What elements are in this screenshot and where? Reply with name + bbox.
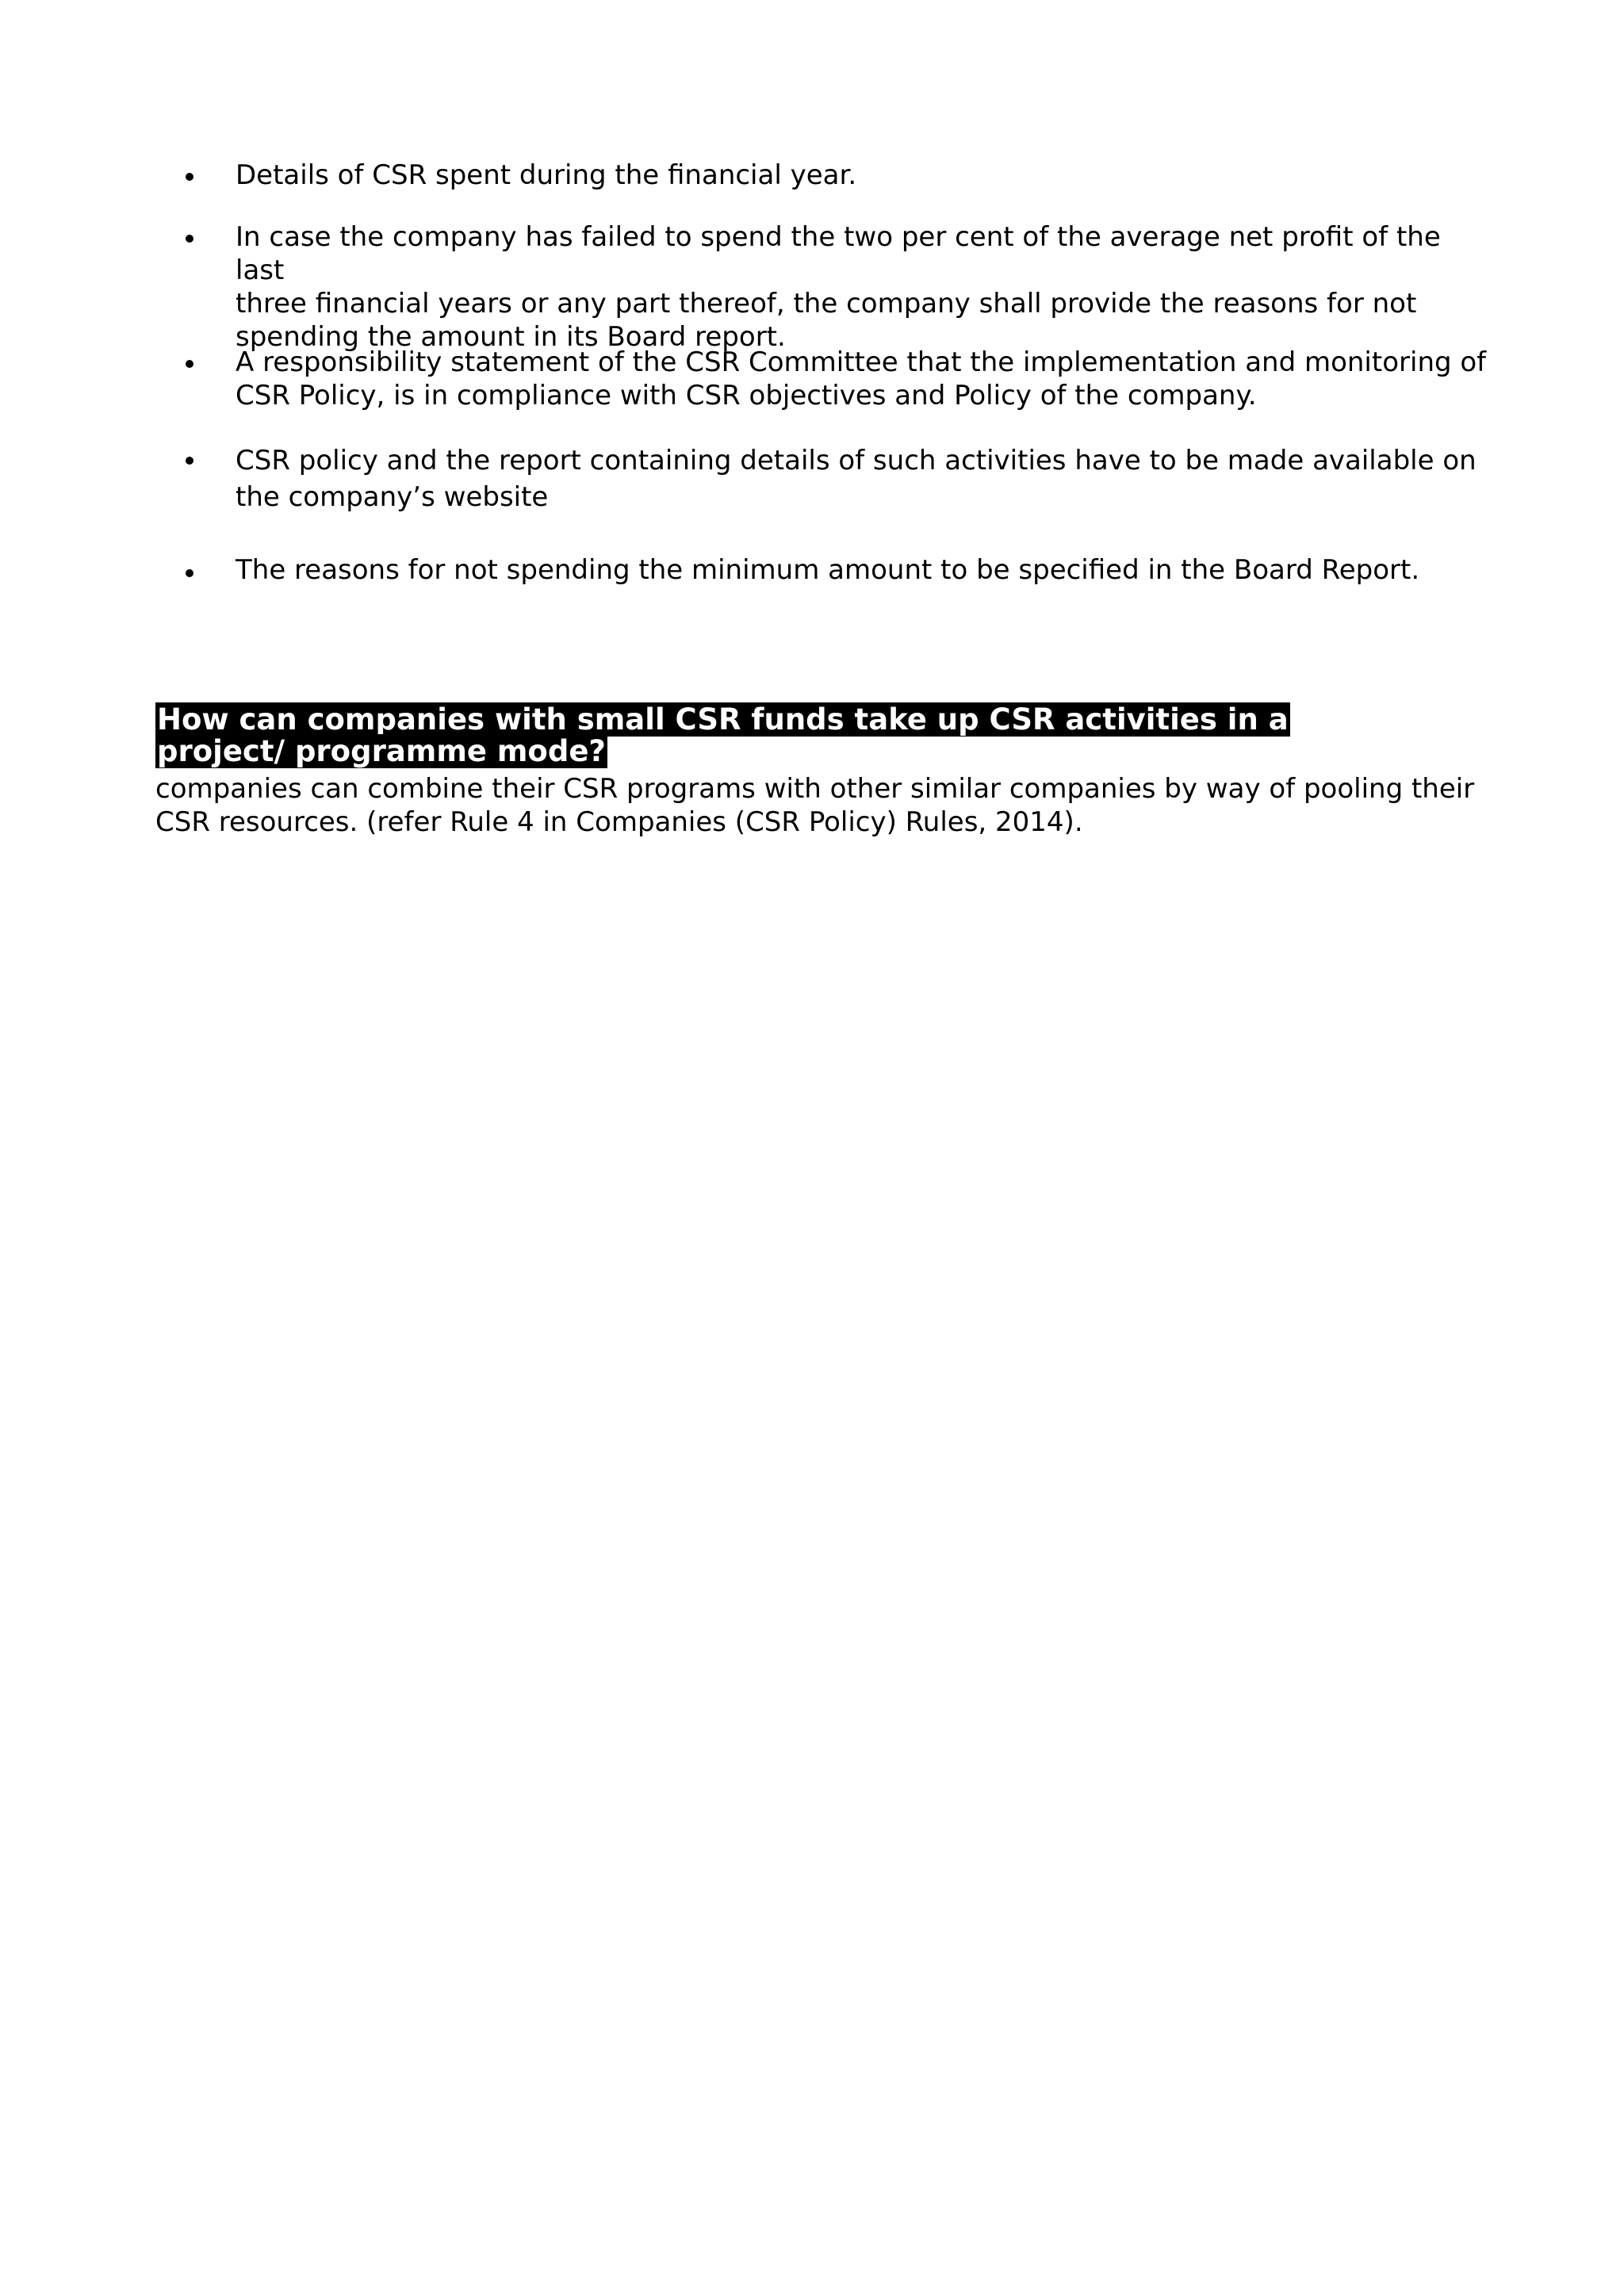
section-heading-text: How can companies with small CSR funds take up CSR activities in a project/ programme mode? — [157, 702, 1289, 768]
list-item-text: In case the company has failed to spend the two per cent of the average net profit of the last three financial years or any part thereof, the company shall provide the reasons for not spending the amount in its Board report. — [236, 221, 1441, 353]
bullet-icon — [186, 569, 193, 577]
list-item-text: A responsibility statement of the CSR Committee that the implementation and monitoring of CSR Policy, is in compliance with CSR objectives and Policy of the company. — [236, 346, 1487, 411]
bullet-icon — [186, 457, 193, 465]
list-item-text: The reasons for not spending the minimum amount to be specified in the Board Report. — [236, 554, 1420, 586]
section-heading — [155, 704, 1408, 767]
list-item-text: CSR policy and the report containing details of such activities have to be made available on the company’s website — [236, 445, 1477, 513]
list-item-text: Details of CSR spent during the financial year. — [236, 159, 857, 191]
bullet-icon — [186, 360, 193, 368]
answer-paragraph: companies can combine their CSR programs with other similar companies by way of pooling their CSR resources. (refer Rule 4 in Companies (CSR Policy) Rules, 2014). — [155, 773, 1475, 838]
bullet-icon — [186, 173, 193, 181]
bullet-icon — [186, 235, 193, 243]
